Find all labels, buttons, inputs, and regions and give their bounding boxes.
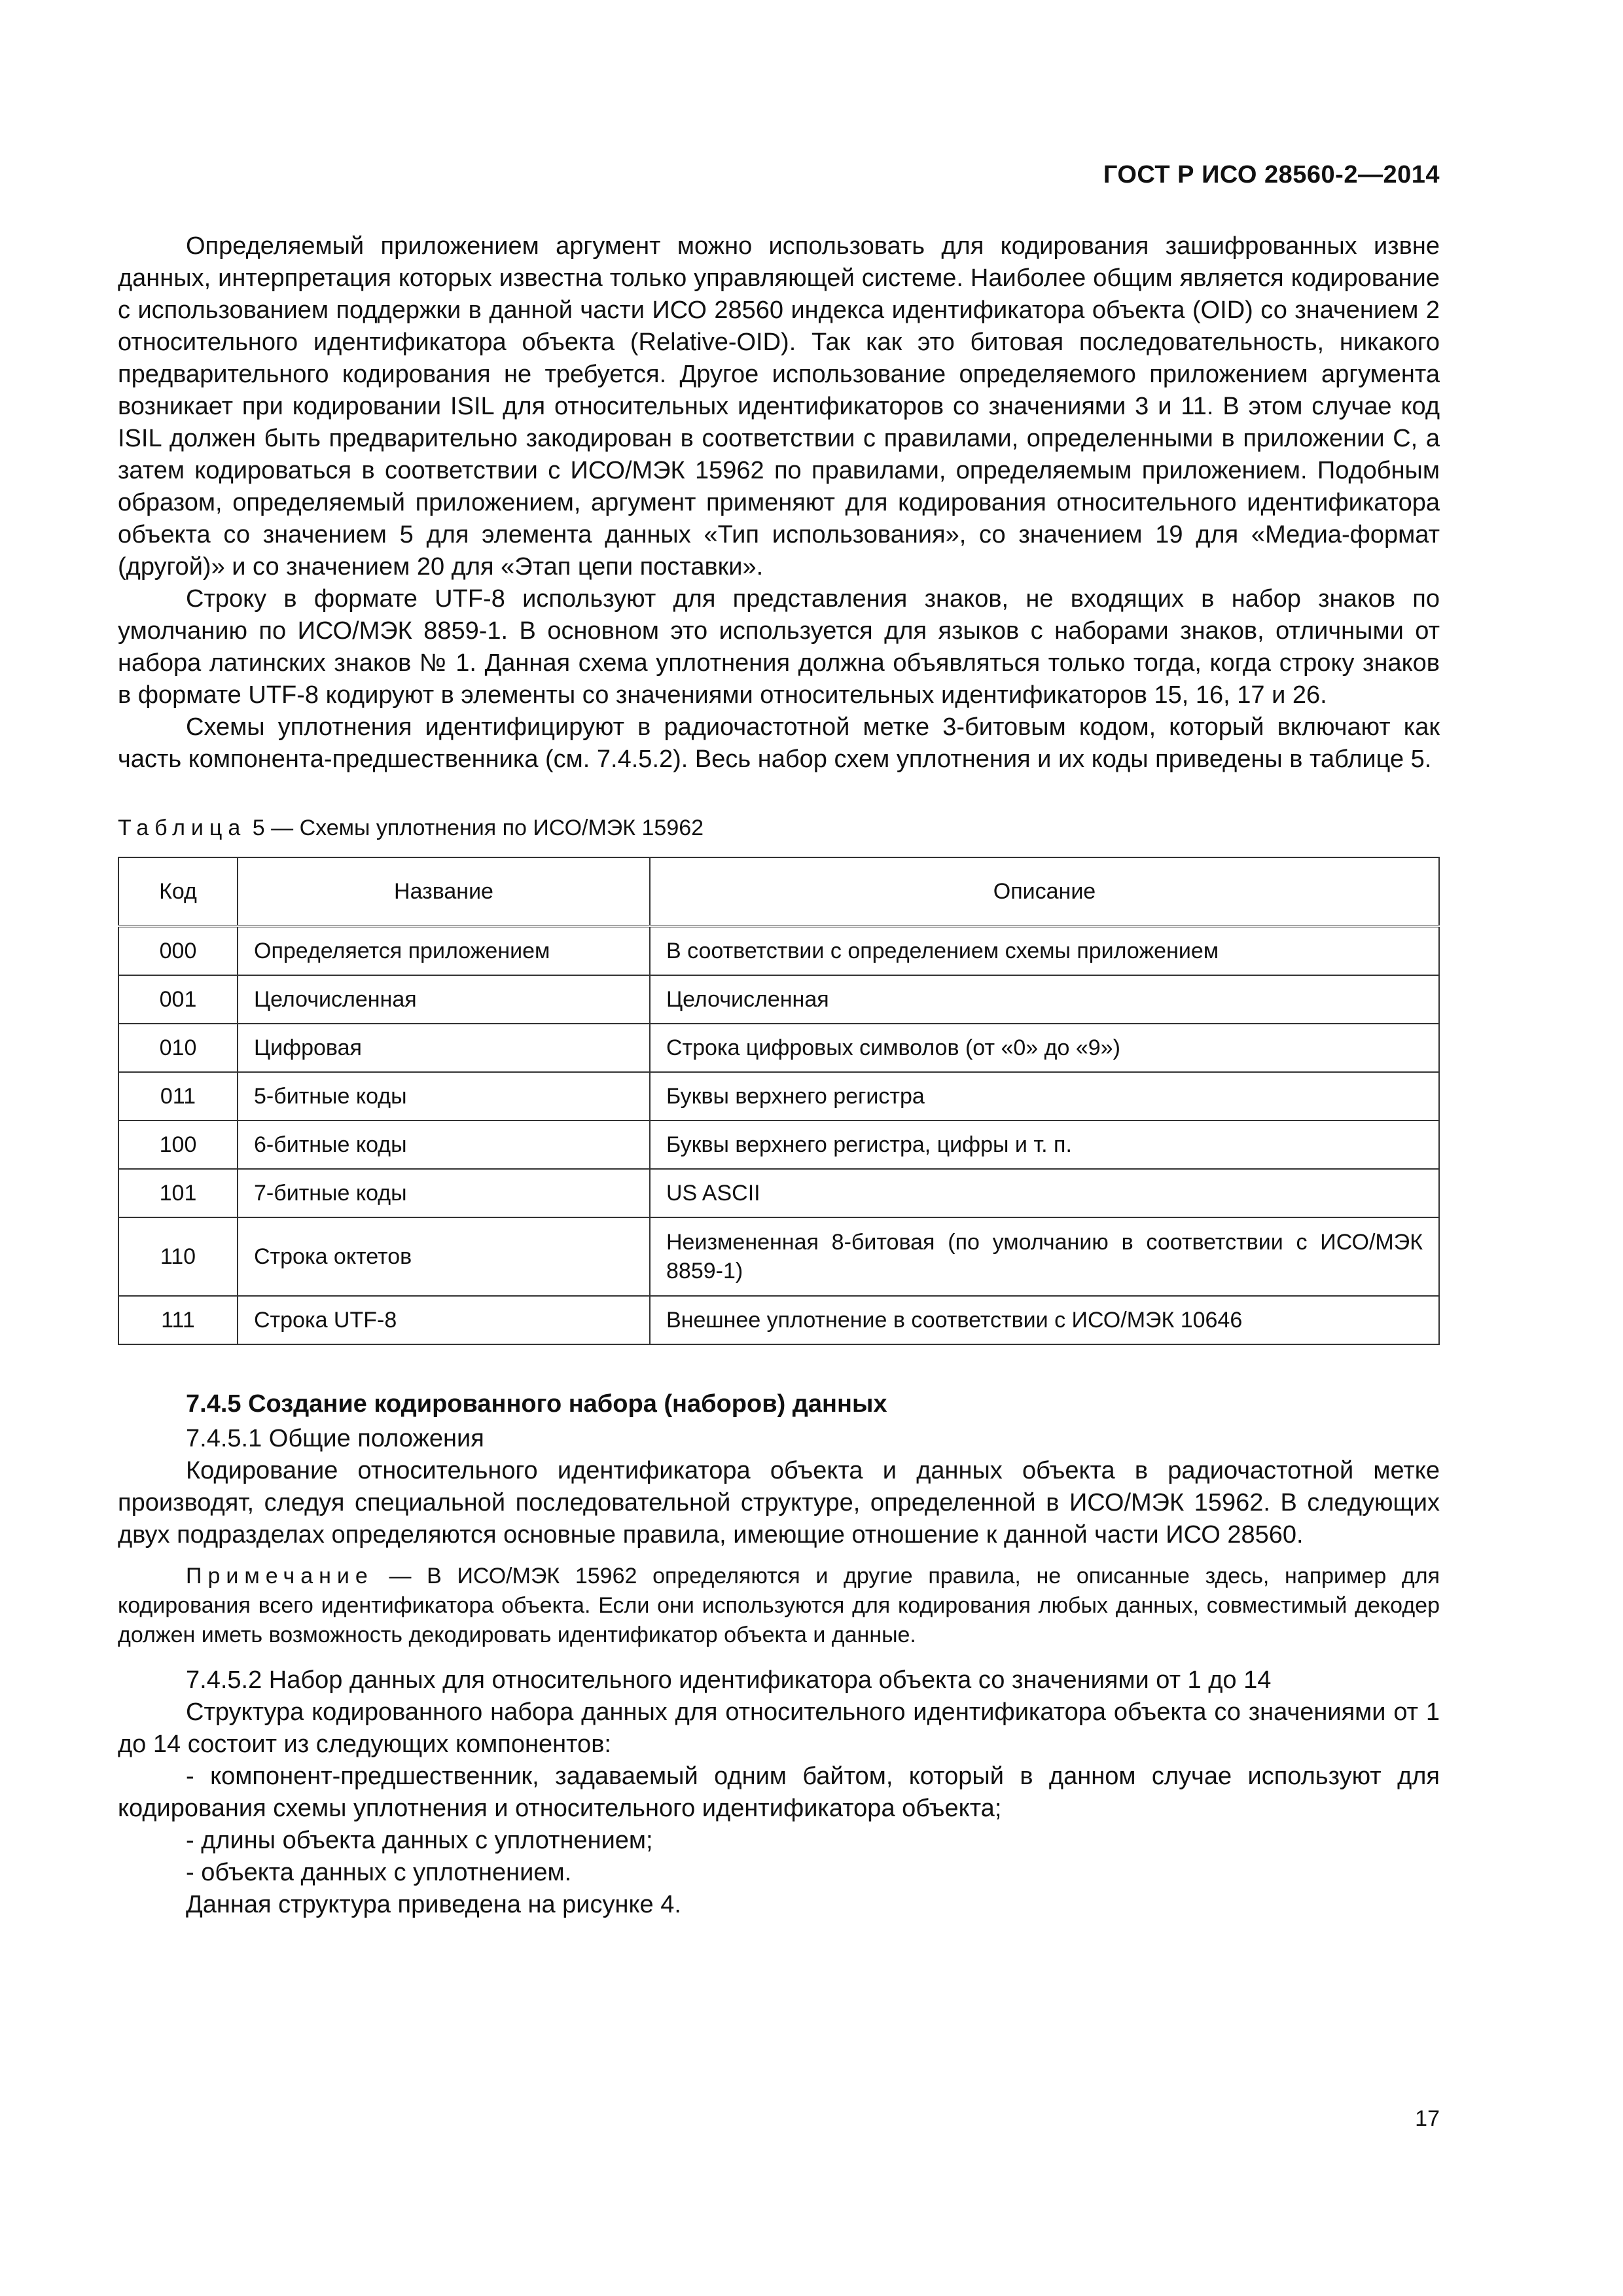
table-header-row [118,857,1439,926]
cell-code: 111 [118,1296,238,1344]
document-header: ГОСТ Р ИСО 28560-2—2014 [1103,161,1440,188]
table-row [118,975,1439,1024]
cell-code: 011 [118,1072,238,1121]
column-header-code: Код [118,857,238,926]
cell-description: Целочисленная [650,975,1439,1024]
cell-description: Буквы верхнего регистра, цифры и т. п. [650,1121,1439,1169]
table-row [118,1169,1439,1217]
note-block [118,1562,1440,1650]
cell-name: Целочисленная [238,975,650,1024]
table-row [118,926,1439,975]
table-caption-text: 5 — Схемы уплотнения по ИСО/МЭК 15962 [252,816,704,840]
document-page [118,0,1440,2296]
paragraph-figure-reference: Данная структура приведена на рисунке 4. [186,1891,681,1918]
cell-name: Строка октетов [238,1217,650,1296]
table-caption [118,814,1440,842]
cell-code: 001 [118,975,238,1024]
cell-description: Буквы верхнего регистра [650,1072,1439,1121]
cell-description: Неизмененная 8-битовая (по умолчанию в соответствии с ИСО/МЭК 8859-1) [650,1217,1439,1296]
list-item: - объекта данных с уплотнением. [186,1859,572,1886]
subsection-heading-7-4-5-1: 7.4.5.1 Общие положения [186,1425,484,1452]
cell-description: US ASCII [650,1169,1439,1217]
cell-code: 100 [118,1121,238,1169]
column-header-name: Название [238,857,650,926]
cell-code: 000 [118,926,238,975]
subsection-heading-7-4-5-2: 7.4.5.2 Набор данных для относительного идентификатора объекта со значениями от 1 до 14 [186,1666,1272,1694]
cell-description: В соответствии с определением схемы приложением [650,926,1439,975]
table-caption-label: Таблица [118,816,247,840]
list-item: - компонент-предшественник, задаваемый одним байтом, который в данном случае используют для кодирования схемы уплотнения и относительного идентификатора объекта; [118,1763,1440,1822]
cell-name: 7-битные коды [238,1169,650,1217]
note-label: Примечание [186,1564,374,1588]
list-item: - длины объекта данных с уплотнением; [186,1827,653,1854]
cell-description: Внешнее уплотнение в соответствии с ИСО/МЭК 10646 [650,1296,1439,1344]
paragraph-dataset-structure: Структура кодированного набора данных для относительного идентификатора объекта со значениями от 1 до 14 состоит из следующих компонентов: [118,1698,1440,1758]
cell-code: 010 [118,1024,238,1072]
table-row [118,1024,1439,1072]
section-heading-7-4-5: 7.4.5 Создание кодированного набора (наборов) данных [186,1390,887,1418]
document-body [118,230,1440,1921]
compaction-schemes-table [118,857,1440,1345]
cell-name: Определяется приложением [238,926,650,975]
table-row [118,1072,1439,1121]
table-row [118,1217,1439,1296]
page-number: 17 [1415,2106,1440,2131]
paragraph-application-argument: Определяемый приложением аргумент можно использовать для кодирования зашифрованных извне данных, интерпретация которых известна только управляющей системе. Наиболее общим является кодирование с использованием поддержки в данной части ИСО 28560 индекса идентификатора объекта (OID) со значением 2 относительного идентификатора объекта (Relative-OID). Так как это битовая последовательность, никакого предварительного кодирования не требуется. Другое использование определяемого приложением аргумента возникает при кодировании ISIL для относительных идентификаторов со значениями 3 и 11. В этом случае код ISIL должен быть предварительно закодирован в соответствии с правилами, определенными в приложении С, а затем кодироваться в соответствии с ИСО/МЭК 15962 по правилами, определяемым приложением. Подобным образом, определяемый приложением, аргумент применяют для кодирования относительного идентификатора объекта со значением 5 для элемента данных «Тип использования», со значением 19 для «Медиа-формат (другой)» и со значением 20 для «Этап цепи поставки». [118,232,1440,581]
cell-name: 6-битные коды [238,1121,650,1169]
paragraph-encoding-general: Кодирование относительного идентификатора объекта и данных объекта в радиочастотной метке производят, следуя специальной последовательной структуре, определенной в ИСО/МЭК 15962. В следующих двух подразделах определяются основные правила, имеющие отношение к данной части ИСО 28560. [118,1457,1440,1549]
cell-name: Строка UTF-8 [238,1296,650,1344]
column-header-description: Описание [650,857,1439,926]
cell-code: 110 [118,1217,238,1296]
cell-name: 5-битные коды [238,1072,650,1121]
cell-description: Строка цифровых символов (от «0» до «9») [650,1024,1439,1072]
cell-name: Цифровая [238,1024,650,1072]
cell-code: 101 [118,1169,238,1217]
note-text: — В ИСО/МЭК 15962 определяются и другие правила, не описанные здесь, например для кодирования всего идентификатора объекта. Если они используются для кодирования любых данных, совместимый декодер должен иметь возможность декодировать идентификатор объекта и данные. [118,1564,1440,1647]
table-row [118,1121,1439,1169]
table-row [118,1296,1439,1344]
paragraph-compaction-schemes: Схемы уплотнения идентифицируют в радиочастотной метке 3-битовым кодом, который включают как часть компонента-предшественника (см. 7.4.5.2). Весь набор схем уплотнения и их коды приведены в таблице 5. [118,713,1440,773]
paragraph-utf8-string: Строку в формате UTF-8 используют для представления знаков, не входящих в набор знаков по умолчанию по ИСО/МЭК 8859-1. В основном это используется для языков с наборами знаков, отличными от набора латинских знаков № 1. Данная схема уплотнения должна объявляться только тогда, когда строку знаков в формате UTF-8 кодируют в элементы со значениями относительных идентификаторов 15, 16, 17 и 26. [118,585,1440,709]
